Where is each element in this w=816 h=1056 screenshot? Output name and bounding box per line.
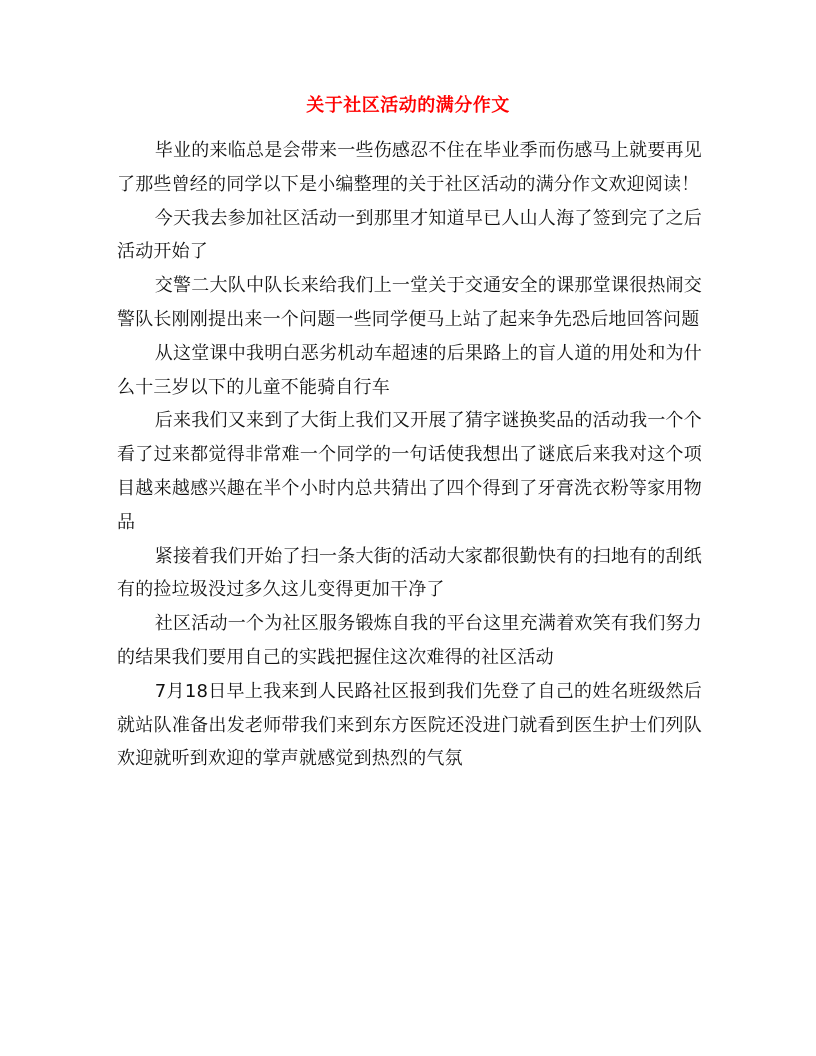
paragraph-2: 今天我去参加社区活动一到那里才知道早已人山人海了签到完了之后活动开始了 <box>117 207 702 263</box>
paragraph-3: 交警二大队中队长来给我们上一堂关于交通安全的课那堂课很热闹交警队长刚刚提出来一个问题一些同学便马上站了起来争先恐后地回答问题 <box>117 275 702 330</box>
paragraph-7: 社区活动一个为社区服务锻炼自我的平台这里充满着欢笑有我们努力的结果我们要用自己的实践把握住这次难得的社区活动 <box>117 613 702 668</box>
document-title: 关于社区活动的满分作文 <box>306 95 510 116</box>
document-body <box>117 134 702 776</box>
paragraph-5: 后来我们又来到了大街上我们又开展了猜字谜换奖品的活动我一个个看了过来都觉得非常难一个同学的一句话使我想出了谜底后来我对这个项目越来越感兴趣在半个小时内总共猜出了四个得到了牙膏洗衣粉等家用物品 <box>117 410 702 533</box>
paragraph-8: 7月18日早上我来到人民路社区报到我们先登了自己的姓名班级然后就站队准备出发老师带我们来到东方医院还没进门就看到医生护士们列队欢迎就听到欢迎的掌声就感觉到热烈的气氛 <box>117 680 702 770</box>
paragraph-1: 毕业的来临总是会带来一些伤感忍不住在毕业季而伤感马上就要再见了那些曾经的同学以下是小编整理的关于社区活动的满分作文欢迎阅读！ <box>117 140 702 195</box>
paragraph-6: 紧接着我们开始了扫一条大街的活动大家都很勤快有的扫地有的刮纸有的捡垃圾没过多久这儿变得更加干净了 <box>117 545 702 601</box>
paragraph-4: 从这堂课中我明白恶劣机动车超速的后果路上的盲人道的用处和为什么十三岁以下的儿童不能骑自行车 <box>117 342 702 398</box>
